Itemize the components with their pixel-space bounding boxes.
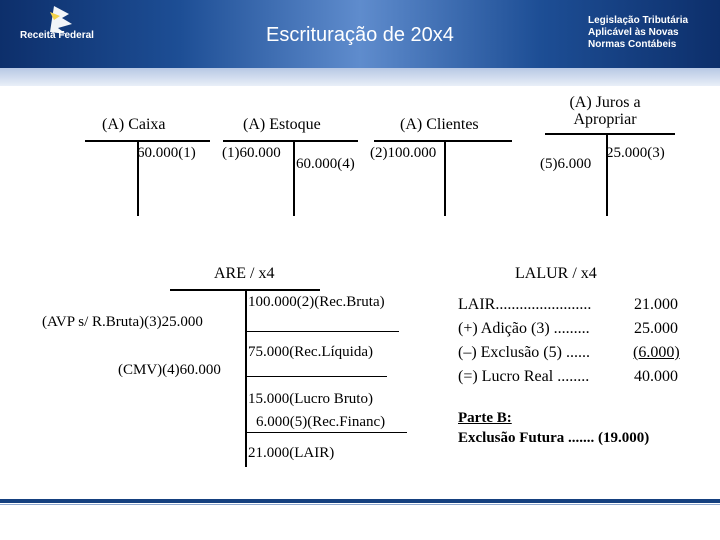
are-subtotal-line-3 (247, 432, 407, 433)
header-right-title: Legislação Tributária Aplicável às Novas Normas Contábeis (588, 15, 689, 50)
t-account-clientes-hline (374, 140, 512, 142)
t-account-title-juros: (A) Juros a Apropriar (569, 94, 641, 128)
footer-line-thin (0, 504, 720, 505)
are-right-rec-liquida: 75.000(Rec.Líquida) (248, 344, 373, 360)
are-vline (245, 289, 247, 467)
footer-line (0, 499, 720, 503)
slide-title: Escrituração de 20x4 (266, 24, 454, 46)
are-subtotal-line-1 (247, 331, 399, 332)
t-account-juros-debit: (5)6.000 (540, 156, 592, 172)
t-account-title-clientes: (A) Clientes (400, 116, 479, 133)
t-account-title-estoque: (A) Estoque (243, 116, 321, 133)
header-band-light (0, 68, 720, 86)
t-account-juros-credit: 25.000(3) (606, 145, 665, 161)
lalur-title: LALUR / x4 (515, 265, 597, 282)
are-subtotal-line-2 (247, 376, 387, 377)
are-left-cmv: (CMV)(4)60.000 (118, 362, 221, 378)
t-account-juros-hline (545, 133, 675, 135)
t-account-clientes-entry: (2)100.000 (370, 145, 437, 161)
t-account-title-caixa: (A) Caixa (102, 116, 166, 133)
header-banner (0, 0, 720, 90)
t-account-estoque-credit: 60.000(4) (296, 156, 355, 172)
are-right-lair: 21.000(LAIR) (248, 445, 335, 461)
are-right-rec-bruta: 100.000(2)(Rec.Bruta) (248, 294, 385, 310)
lalur-line-lucro-real-value: 40.000 (634, 368, 678, 385)
logo-text: Receita Federal (20, 30, 94, 41)
t-account-estoque-debit: (1)60.000 (222, 145, 281, 161)
are-right-rec-financ: 6.000(5)(Rec.Financ) (256, 414, 386, 430)
lalur-part-b-title: Parte B: (458, 410, 512, 426)
lalur-line-lucro-real-label: (=) Lucro Real ........ (458, 368, 590, 385)
lalur-line-lair-value: 21.000 (634, 296, 678, 313)
t-account-estoque-vline (293, 140, 295, 216)
lalur-line-lair-label: LAIR........................ (458, 296, 592, 313)
lalur-line-adicao-value: 25.000 (634, 320, 678, 337)
lalur-part-b-line: Exclusão Futura ....... (19.000) (458, 430, 650, 446)
t-account-caixa-hline (85, 140, 210, 142)
t-account-caixa-entry: 60.000(1) (137, 145, 196, 161)
lalur-line-adicao-label: (+) Adição (3) ......... (458, 320, 590, 337)
are-left-avp: (AVP s/ R.Bruta)(3)25.000 (42, 314, 203, 330)
t-account-estoque-hline (223, 140, 358, 142)
t-account-clientes-vline (444, 140, 446, 216)
are-right-lucro-bruto: 15.000(Lucro Bruto) (248, 391, 373, 407)
lalur-line-exclusao-label: (–) Exclusão (5) ...... (458, 344, 590, 361)
are-title: ARE / x4 (214, 265, 275, 282)
lalur-line-exclusao-value: (6.000) (633, 344, 680, 361)
